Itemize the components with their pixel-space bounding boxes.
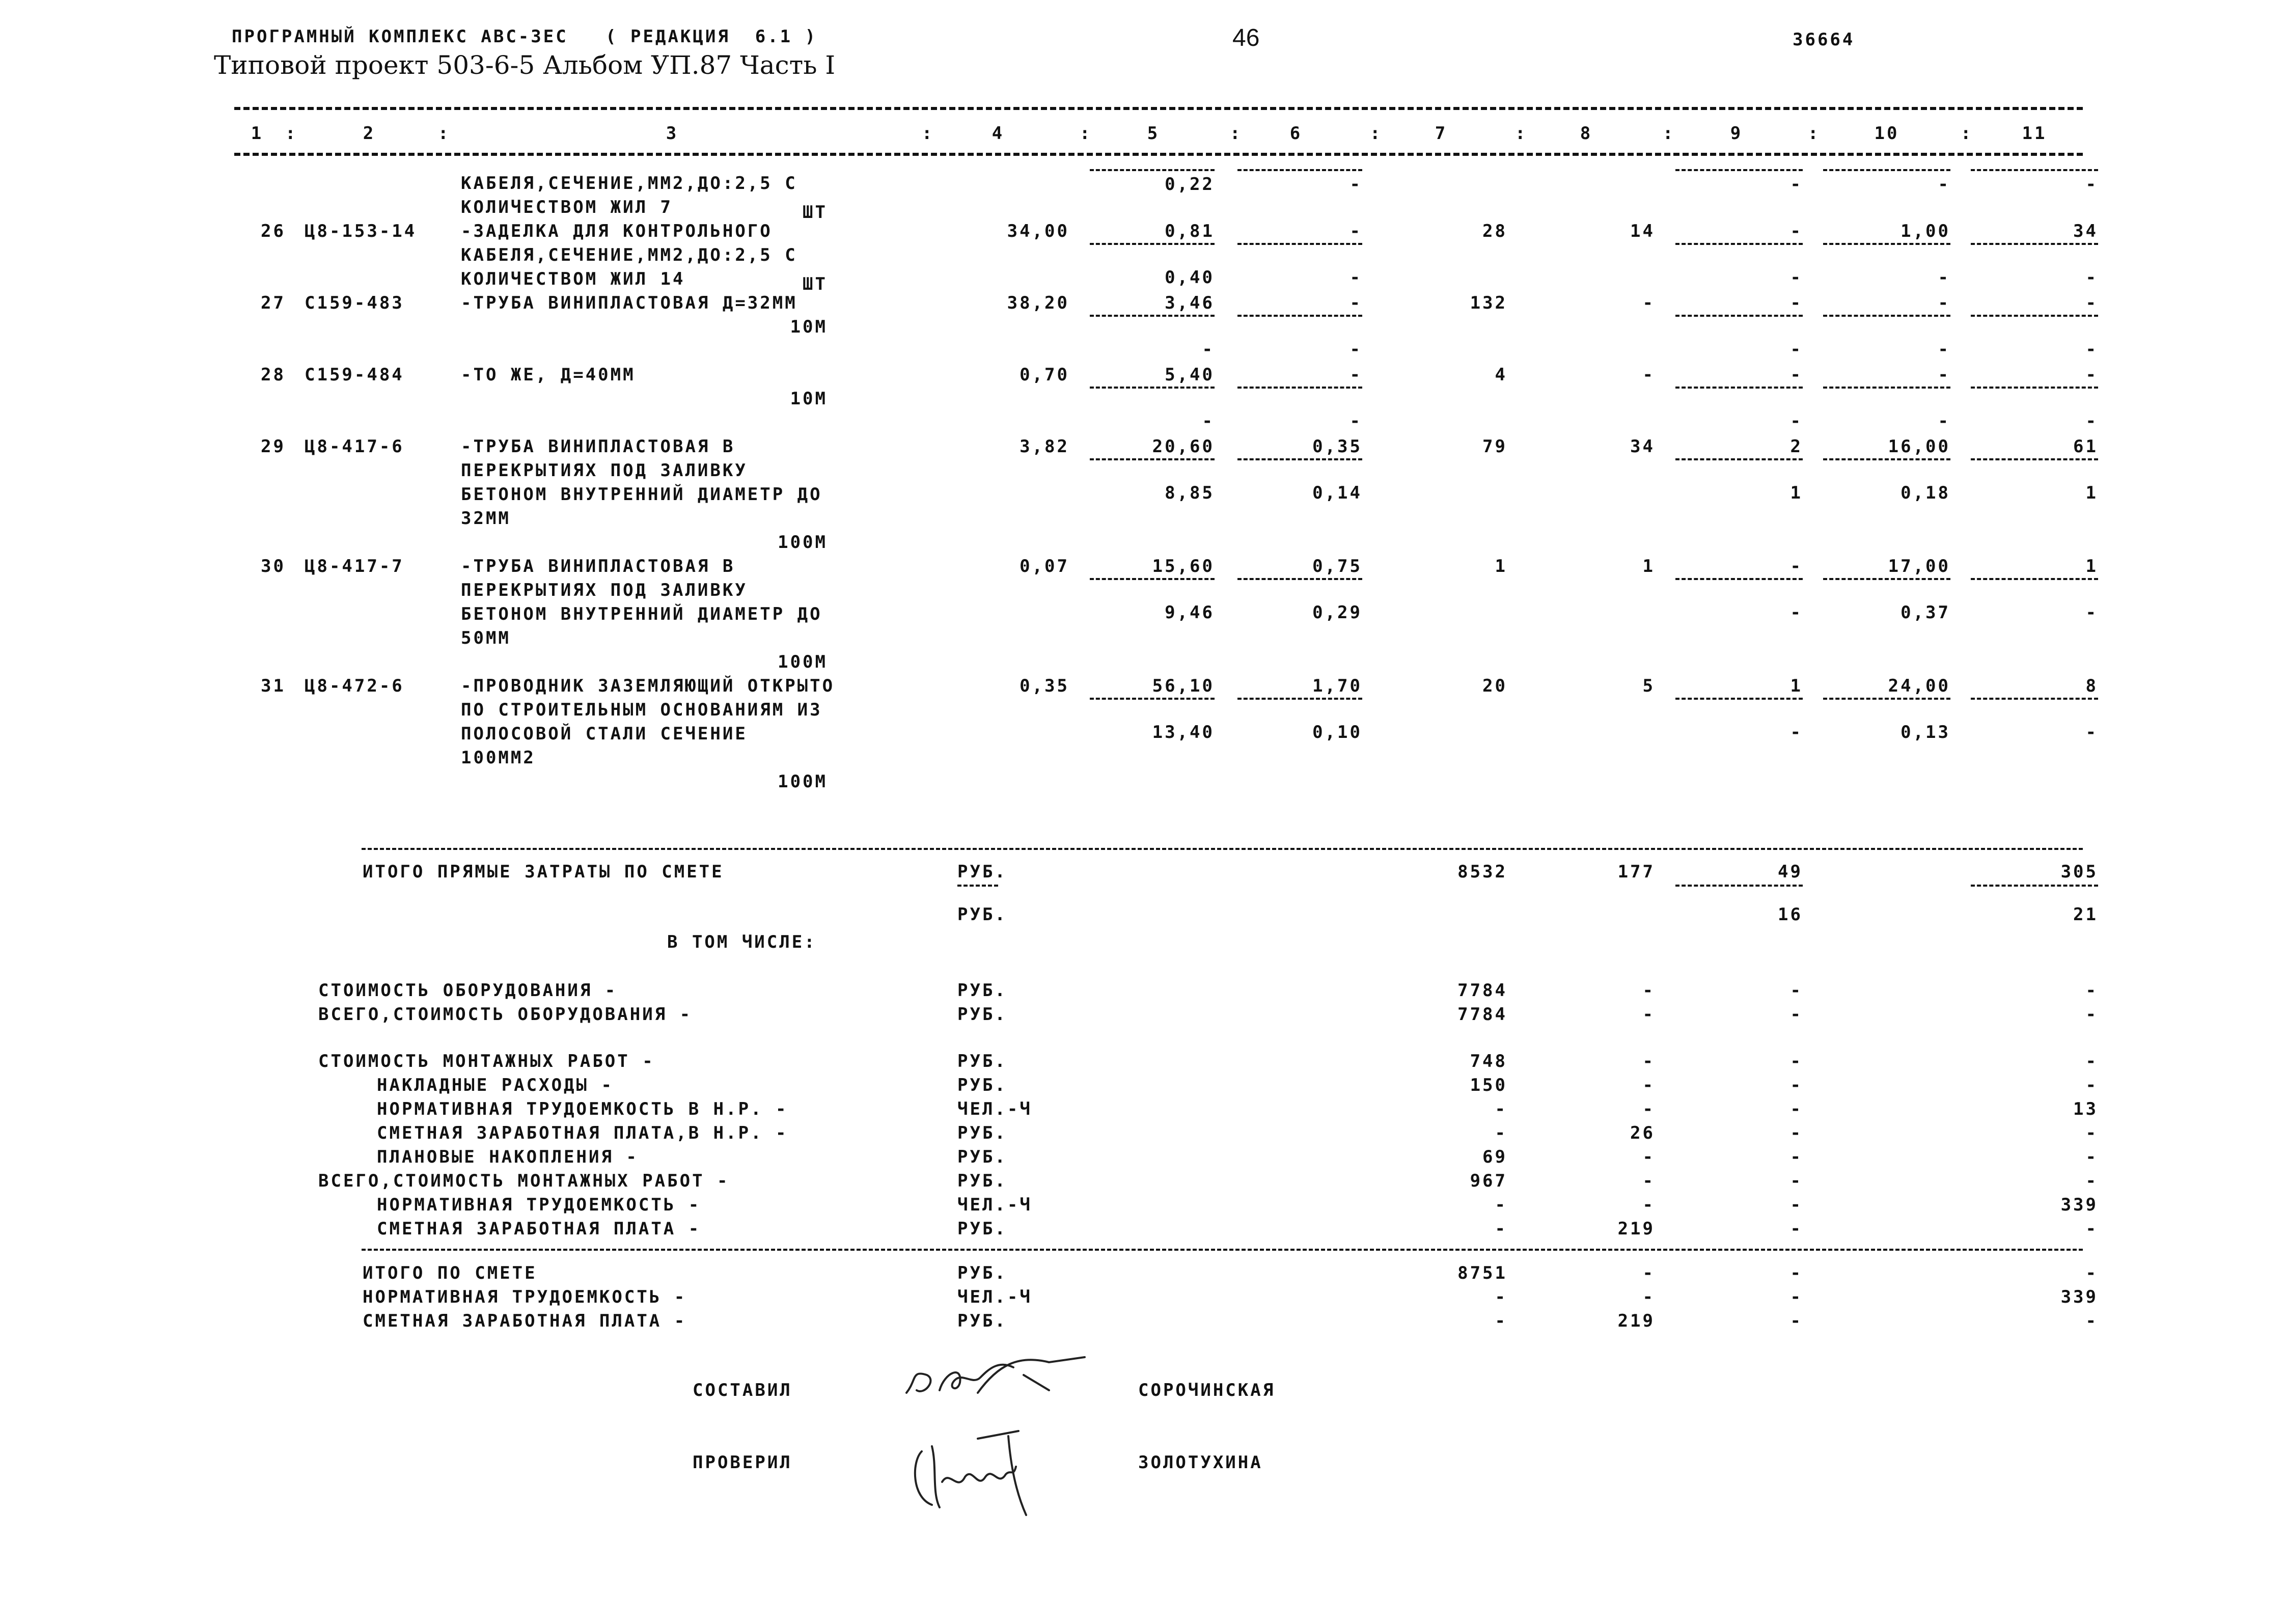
unit: РУБ. <box>957 1171 1007 1191</box>
value-divider <box>1971 578 2098 580</box>
value-divider <box>1675 885 1803 887</box>
value-divider <box>1237 458 1362 460</box>
total-c11: - <box>2085 1004 2098 1025</box>
cell-c5b: 0,22 <box>1165 174 1215 195</box>
value-divider <box>1971 243 2098 245</box>
value-divider <box>1971 387 2098 389</box>
rate-code: Ц8-472-6 <box>305 676 404 696</box>
total-c8: 219 <box>1617 1219 1655 1239</box>
cell-c10b: - <box>1938 267 1950 288</box>
total-c7: 748 <box>1470 1051 1507 1071</box>
rate-code: Ц8-153-14 <box>305 221 417 241</box>
unit-label: ШТ <box>803 202 828 223</box>
work-description: БЕТОНОМ ВНУТРЕННИЙ ДИАМЕТР ДО <box>461 604 822 624</box>
cell-c5b: 8,85 <box>1165 483 1215 503</box>
work-description: -ТО ЖЕ, Д=40ММ <box>461 365 636 385</box>
cell-c9: 1 <box>1790 676 1803 696</box>
value-divider <box>1237 243 1362 245</box>
unit: РУБ. <box>957 862 1007 882</box>
cell-c4: 38,20 <box>1007 293 1069 313</box>
column-separator: : <box>1663 123 1675 144</box>
cell-c6b: - <box>1349 411 1362 431</box>
direct-costs-label: ИТОГО ПРЯМЫЕ ЗАТРАТЫ ПО СМЕТЕ <box>363 862 724 882</box>
rate-code: Ц8-417-6 <box>305 436 404 457</box>
final-total-label: СМЕТНАЯ ЗАРАБОТНАЯ ПЛАТА - <box>363 1311 687 1331</box>
cell-c7: 4 <box>1495 365 1507 385</box>
cell-c9b: - <box>1790 602 1803 623</box>
cell-c4: 0,70 <box>1020 365 1069 385</box>
work-description: -ПРОВОДНИК ЗАЗЕМЛЯЮЩИЙ ОТКРЫТО <box>461 676 835 696</box>
total-item-label: НОРМАТИВНАЯ ТРУДОЕМКОСТЬ В Н.Р. - <box>377 1099 788 1119</box>
value-divider <box>1971 885 2098 887</box>
cell-c10: - <box>1938 293 1950 313</box>
total-c7: 150 <box>1470 1075 1507 1095</box>
value-divider <box>1090 315 1215 317</box>
cell-c8: 14 <box>1630 221 1655 241</box>
cell-c11b: - <box>2085 339 2098 360</box>
total-c7: - <box>1495 1219 1507 1239</box>
total-c7: 69 <box>1482 1147 1507 1167</box>
total-c11: - <box>2085 1075 2098 1095</box>
cell-c8: 34 <box>1630 436 1655 457</box>
cell-c9: - <box>1790 365 1803 385</box>
unit: РУБ. <box>957 904 1007 925</box>
total-c9: - <box>1790 1123 1803 1143</box>
unit-label: 10М <box>790 317 828 337</box>
total-c8: - <box>1642 1075 1655 1095</box>
unit: РУБ. <box>957 1147 1007 1167</box>
row-number: 31 <box>261 676 286 696</box>
total-c11: - <box>2085 1219 2098 1239</box>
cell-c7: 132 <box>1470 293 1507 313</box>
cell-c6: - <box>1349 221 1362 241</box>
value-divider <box>1823 169 1950 171</box>
work-description: -ЗАДЕЛКА ДЛЯ КОНТРОЛЬНОГО <box>461 221 773 241</box>
value-divider <box>1675 169 1803 171</box>
cell-c9: 2 <box>1790 436 1803 457</box>
including-label: В ТОМ ЧИСЛЕ: <box>667 932 817 952</box>
total-c7: 8532 <box>1457 862 1507 882</box>
unit-label: 100М <box>778 532 828 553</box>
cell-c10: - <box>1938 365 1950 385</box>
cell-c6b: - <box>1349 339 1362 360</box>
cell-c9: - <box>1790 556 1803 576</box>
page-number: 46 <box>1232 24 1260 51</box>
column-number: 4 <box>991 123 1005 144</box>
value-divider <box>1090 169 1215 171</box>
column-separator: : <box>1230 123 1243 144</box>
cell-c5b: - <box>1202 411 1215 431</box>
column-separator: : <box>438 123 451 144</box>
value-divider <box>1823 458 1950 460</box>
cell-c11b: 1 <box>2085 483 2098 503</box>
value-divider <box>1823 243 1950 245</box>
cell-c4: 34,00 <box>1007 221 1069 241</box>
total-c11: 339 <box>2060 1195 2098 1215</box>
cell-c8: 1 <box>1642 556 1655 576</box>
value-divider <box>1090 578 1215 580</box>
total-c8: - <box>1642 1051 1655 1071</box>
rule-top <box>234 107 2083 110</box>
work-description: 32ММ <box>461 508 511 529</box>
final-c7: - <box>1495 1311 1507 1331</box>
value-divider <box>1675 578 1803 580</box>
value-divider <box>1675 698 1803 700</box>
cell-c10b: 0,18 <box>1901 483 1950 503</box>
total-c9b: 16 <box>1778 904 1803 925</box>
cell-c6b: 0,10 <box>1312 722 1362 742</box>
unit: РУБ. <box>957 1004 1007 1025</box>
cell-c11: 1 <box>2085 556 2098 576</box>
column-number: 2 <box>363 123 376 144</box>
cell-c10b: - <box>1938 339 1950 360</box>
total-c11: - <box>2085 1147 2098 1167</box>
cell-c5: 20,60 <box>1152 436 1215 457</box>
total-item-label: НАКЛАДНЫЕ РАСХОДЫ - <box>377 1075 614 1095</box>
value-divider <box>1823 315 1950 317</box>
value-divider <box>1237 169 1362 171</box>
cell-c4: 3,82 <box>1020 436 1069 457</box>
cell-c7: 79 <box>1482 436 1507 457</box>
total-item-label: ВСЕГО,СТОИМОСТЬ ОБОРУДОВАНИЯ - <box>318 1004 693 1025</box>
final-c7: 8751 <box>1457 1263 1507 1283</box>
cell-c9b: - <box>1790 339 1803 360</box>
total-c11: 13 <box>2073 1099 2098 1119</box>
total-c7: 967 <box>1470 1171 1507 1191</box>
total-c9: 49 <box>1778 862 1803 882</box>
rate-code: Ц8-417-7 <box>305 556 404 576</box>
value-divider <box>1675 243 1803 245</box>
checked-name: ЗОЛОТУХИНА <box>1138 1452 1263 1473</box>
cell-c11b: - <box>2085 602 2098 623</box>
work-description: ПО СТРОИТЕЛЬНЫМ ОСНОВАНИЯМ ИЗ <box>461 700 822 720</box>
total-c9: - <box>1790 980 1803 1001</box>
row-number: 29 <box>261 436 286 457</box>
cell-c6: 0,75 <box>1312 556 1362 576</box>
total-c9: - <box>1790 1075 1803 1095</box>
program-header: ПРОГРАМНЫЙ КОМПЛЕКС АВС-3ЕС ( РЕДАКЦИЯ 6.1 ) <box>232 26 818 47</box>
value-divider <box>1971 315 2098 317</box>
cell-c10b: 0,37 <box>1901 602 1950 623</box>
cell-c11b: - <box>2085 174 2098 195</box>
final-c9: - <box>1790 1263 1803 1283</box>
total-item-label: СТОИМОСТЬ МОНТАЖНЫХ РАБОТ - <box>318 1051 655 1071</box>
row-number: 26 <box>261 221 286 241</box>
column-number: 10 <box>1874 123 1899 144</box>
value-divider <box>1823 578 1950 580</box>
unit: РУБ. <box>957 1311 1007 1331</box>
total-c8: - <box>1642 1099 1655 1119</box>
cell-c11b: - <box>2085 411 2098 431</box>
total-item-label: СТОИМОСТЬ ОБОРУДОВАНИЯ - <box>318 980 618 1001</box>
total-c11: - <box>2085 1123 2098 1143</box>
total-c7: 7784 <box>1457 980 1507 1001</box>
column-number: 11 <box>2022 123 2047 144</box>
rule-header <box>234 153 2083 156</box>
final-c8: 219 <box>1617 1311 1655 1331</box>
checked-label: ПРОВЕРИЛ <box>693 1452 792 1473</box>
rule-totals <box>362 848 2083 850</box>
value-divider <box>1237 578 1362 580</box>
document-code: 36664 <box>1793 30 1855 50</box>
final-c9: - <box>1790 1311 1803 1331</box>
final-total-label: ИТОГО ПО СМЕТЕ <box>363 1263 537 1283</box>
work-description: КАБЕЛЯ,СЕЧЕНИЕ,ММ2,ДО:2,5 С <box>461 245 797 265</box>
total-c9: - <box>1790 1171 1803 1191</box>
unit: РУБ. <box>957 1075 1007 1095</box>
value-divider <box>1237 698 1362 700</box>
final-c8: - <box>1642 1263 1655 1283</box>
value-divider <box>1090 243 1215 245</box>
final-c11: - <box>2085 1263 2098 1283</box>
rule-final <box>362 1249 2083 1251</box>
unit: РУБ. <box>957 1051 1007 1071</box>
value-divider <box>1971 458 2098 460</box>
value-divider <box>1971 698 2098 700</box>
total-item-label: ПЛАНОВЫЕ НАКОПЛЕНИЯ - <box>377 1147 639 1167</box>
compiled-label: СОСТАВИЛ <box>693 1380 792 1400</box>
value-divider <box>1237 315 1362 317</box>
checked-signature <box>901 1421 1054 1518</box>
total-c7: - <box>1495 1195 1507 1215</box>
total-c7: - <box>1495 1123 1507 1143</box>
cell-c5: 3,46 <box>1165 293 1215 313</box>
cell-c9b: - <box>1790 174 1803 195</box>
cell-c6: - <box>1349 293 1362 313</box>
cell-c9b: - <box>1790 267 1803 288</box>
work-description: ПЕРЕКРЫТИЯХ ПОД ЗАЛИВКУ <box>461 580 748 600</box>
column-number: 8 <box>1580 123 1593 144</box>
cell-c10b: - <box>1938 174 1950 195</box>
column-number: 6 <box>1289 123 1303 144</box>
cell-c7: 28 <box>1482 221 1507 241</box>
work-description: -ТРУБА ВИНИПЛАСТОВАЯ Д=32ММ <box>461 293 797 313</box>
cell-c9b: - <box>1790 722 1803 742</box>
total-c9: - <box>1790 1147 1803 1167</box>
total-c7: - <box>1495 1099 1507 1119</box>
cell-c6: 0,35 <box>1312 436 1362 457</box>
unit: РУБ. <box>957 980 1007 1001</box>
total-item-label: СМЕТНАЯ ЗАРАБОТНАЯ ПЛАТА - <box>377 1219 701 1239</box>
value-divider <box>1971 169 2098 171</box>
total-c8: - <box>1642 1171 1655 1191</box>
cell-c9b: - <box>1790 411 1803 431</box>
rate-code: С159-483 <box>305 293 404 313</box>
cell-c11: - <box>2085 293 2098 313</box>
unit: РУБ. <box>957 1219 1007 1239</box>
project-title: Типовой проект 503-6-5 Альбом УП.87 Часть I <box>214 50 836 80</box>
total-c11: - <box>2085 980 2098 1001</box>
total-c9: - <box>1790 1099 1803 1119</box>
total-c8: - <box>1642 980 1655 1001</box>
column-number: 5 <box>1147 123 1160 144</box>
cell-c10: 24,00 <box>1888 676 1950 696</box>
cell-c6b: 0,29 <box>1312 602 1362 623</box>
unit: ЧЕЛ.-Ч <box>957 1287 1032 1307</box>
cell-c8: 5 <box>1642 676 1655 696</box>
final-total-label: НОРМАТИВНАЯ ТРУДОЕМКОСТЬ - <box>363 1287 687 1307</box>
unit: РУБ. <box>957 1123 1007 1143</box>
cell-c5b: 9,46 <box>1165 602 1215 623</box>
cell-c11: - <box>2085 365 2098 385</box>
final-c7: - <box>1495 1287 1507 1307</box>
cell-c6: - <box>1349 365 1362 385</box>
cell-c11b: - <box>2085 267 2098 288</box>
final-c11: 339 <box>2060 1287 2098 1307</box>
total-c11: 305 <box>2060 862 2098 882</box>
final-c9: - <box>1790 1287 1803 1307</box>
cell-c7: 20 <box>1482 676 1507 696</box>
value-divider <box>1090 698 1215 700</box>
total-c9: - <box>1790 1051 1803 1071</box>
cell-c4: 0,35 <box>1020 676 1069 696</box>
cell-c10: 1,00 <box>1901 221 1950 241</box>
cell-c8: - <box>1642 365 1655 385</box>
cell-c5: 5,40 <box>1165 365 1215 385</box>
column-separator: : <box>1808 123 1821 144</box>
total-c8: - <box>1642 1147 1655 1167</box>
total-c8: 26 <box>1630 1123 1655 1143</box>
cell-c10: 16,00 <box>1888 436 1950 457</box>
work-description: КАБЕЛЯ,СЕЧЕНИЕ,ММ2,ДО:2,5 С <box>461 173 797 194</box>
work-description: 50ММ <box>461 628 511 648</box>
column-number: 7 <box>1435 123 1448 144</box>
cell-c11: 61 <box>2073 436 2098 457</box>
cell-c5b: 0,40 <box>1165 267 1215 288</box>
total-item-label: НОРМАТИВНАЯ ТРУДОЕМКОСТЬ - <box>377 1195 701 1215</box>
row-number: 28 <box>261 365 286 385</box>
value-divider <box>1090 387 1215 389</box>
total-c8: 177 <box>1617 862 1655 882</box>
cell-c6b: - <box>1349 267 1362 288</box>
column-number: 3 <box>666 123 679 144</box>
total-item-label: СМЕТНАЯ ЗАРАБОТНАЯ ПЛАТА,В Н.Р. - <box>377 1123 788 1143</box>
cell-c8: - <box>1642 293 1655 313</box>
total-c8: - <box>1642 1004 1655 1025</box>
rate-code: С159-484 <box>305 365 404 385</box>
work-description: БЕТОНОМ ВНУТРЕННИЙ ДИАМЕТР ДО <box>461 484 822 505</box>
total-item-label: ВСЕГО,СТОИМОСТЬ МОНТАЖНЫХ РАБОТ - <box>318 1171 730 1191</box>
unit-label: 10М <box>790 389 828 409</box>
total-c9: - <box>1790 1219 1803 1239</box>
cell-c10: 17,00 <box>1888 556 1950 576</box>
column-separator: : <box>1080 123 1092 144</box>
cell-c5b: - <box>1202 339 1215 360</box>
value-divider <box>1675 315 1803 317</box>
final-c8: - <box>1642 1287 1655 1307</box>
cell-c9b: 1 <box>1790 483 1803 503</box>
cell-c9: - <box>1790 293 1803 313</box>
total-c11: - <box>2085 1051 2098 1071</box>
work-description: -ТРУБА ВИНИПЛАСТОВАЯ В <box>461 556 735 576</box>
cell-c5: 56,10 <box>1152 676 1215 696</box>
column-separator: : <box>1515 123 1528 144</box>
compiled-name: СОРОЧИНСКАЯ <box>1138 1380 1276 1400</box>
final-c11: - <box>2085 1311 2098 1331</box>
column-separator: : <box>285 123 298 144</box>
work-description: -ТРУБА ВИНИПЛАСТОВАЯ В <box>461 436 735 457</box>
total-c11b: 21 <box>2073 904 2098 925</box>
cell-c11b: - <box>2085 722 2098 742</box>
work-description: КОЛИЧЕСТВОМ ЖИЛ 7 <box>461 197 673 217</box>
work-description: ПОЛОСОВОЙ СТАЛИ СЕЧЕНИЕ <box>461 724 748 744</box>
cell-c6: 1,70 <box>1312 676 1362 696</box>
row-number: 30 <box>261 556 286 576</box>
cell-c5b: 13,40 <box>1152 722 1215 742</box>
value-divider <box>1675 387 1803 389</box>
unit-label: 100М <box>778 772 828 792</box>
cell-c11: 34 <box>2073 221 2098 241</box>
total-c9: - <box>1790 1195 1803 1215</box>
work-description: КОЛИЧЕСТВОМ ЖИЛ 14 <box>461 269 685 289</box>
cell-c9: - <box>1790 221 1803 241</box>
total-c8: - <box>1642 1195 1655 1215</box>
column-separator: : <box>1370 123 1383 144</box>
total-c9: - <box>1790 1004 1803 1025</box>
cell-c6b: - <box>1349 174 1362 195</box>
cell-c10b: 0,13 <box>1901 722 1950 742</box>
value-divider <box>1823 698 1950 700</box>
cell-c5: 0,81 <box>1165 221 1215 241</box>
work-description: 100ММ2 <box>461 748 536 768</box>
cell-c10b: - <box>1938 411 1950 431</box>
work-description: ПЕРЕКРЫТИЯХ ПОД ЗАЛИВКУ <box>461 460 748 481</box>
column-number: 1 <box>251 123 264 144</box>
unit-divider <box>957 885 998 887</box>
cell-c4: 0,07 <box>1020 556 1069 576</box>
cell-c11: 8 <box>2085 676 2098 696</box>
value-divider <box>1237 387 1362 389</box>
cell-c6b: 0,14 <box>1312 483 1362 503</box>
cell-c7: 1 <box>1495 556 1507 576</box>
value-divider <box>1090 458 1215 460</box>
value-divider <box>1675 458 1803 460</box>
column-separator: : <box>922 123 934 144</box>
column-number: 9 <box>1730 123 1743 144</box>
total-c7: 7784 <box>1457 1004 1507 1025</box>
compiled-signature <box>896 1344 1090 1416</box>
unit: ЧЕЛ.-Ч <box>957 1195 1032 1215</box>
unit-label: 100М <box>778 652 828 672</box>
unit: РУБ. <box>957 1263 1007 1283</box>
unit: ЧЕЛ.-Ч <box>957 1099 1032 1119</box>
cell-c5: 15,60 <box>1152 556 1215 576</box>
value-divider <box>1823 387 1950 389</box>
row-number: 27 <box>261 293 286 313</box>
total-c11: - <box>2085 1171 2098 1191</box>
column-separator: : <box>1961 123 1973 144</box>
unit-label: ШТ <box>803 274 828 294</box>
